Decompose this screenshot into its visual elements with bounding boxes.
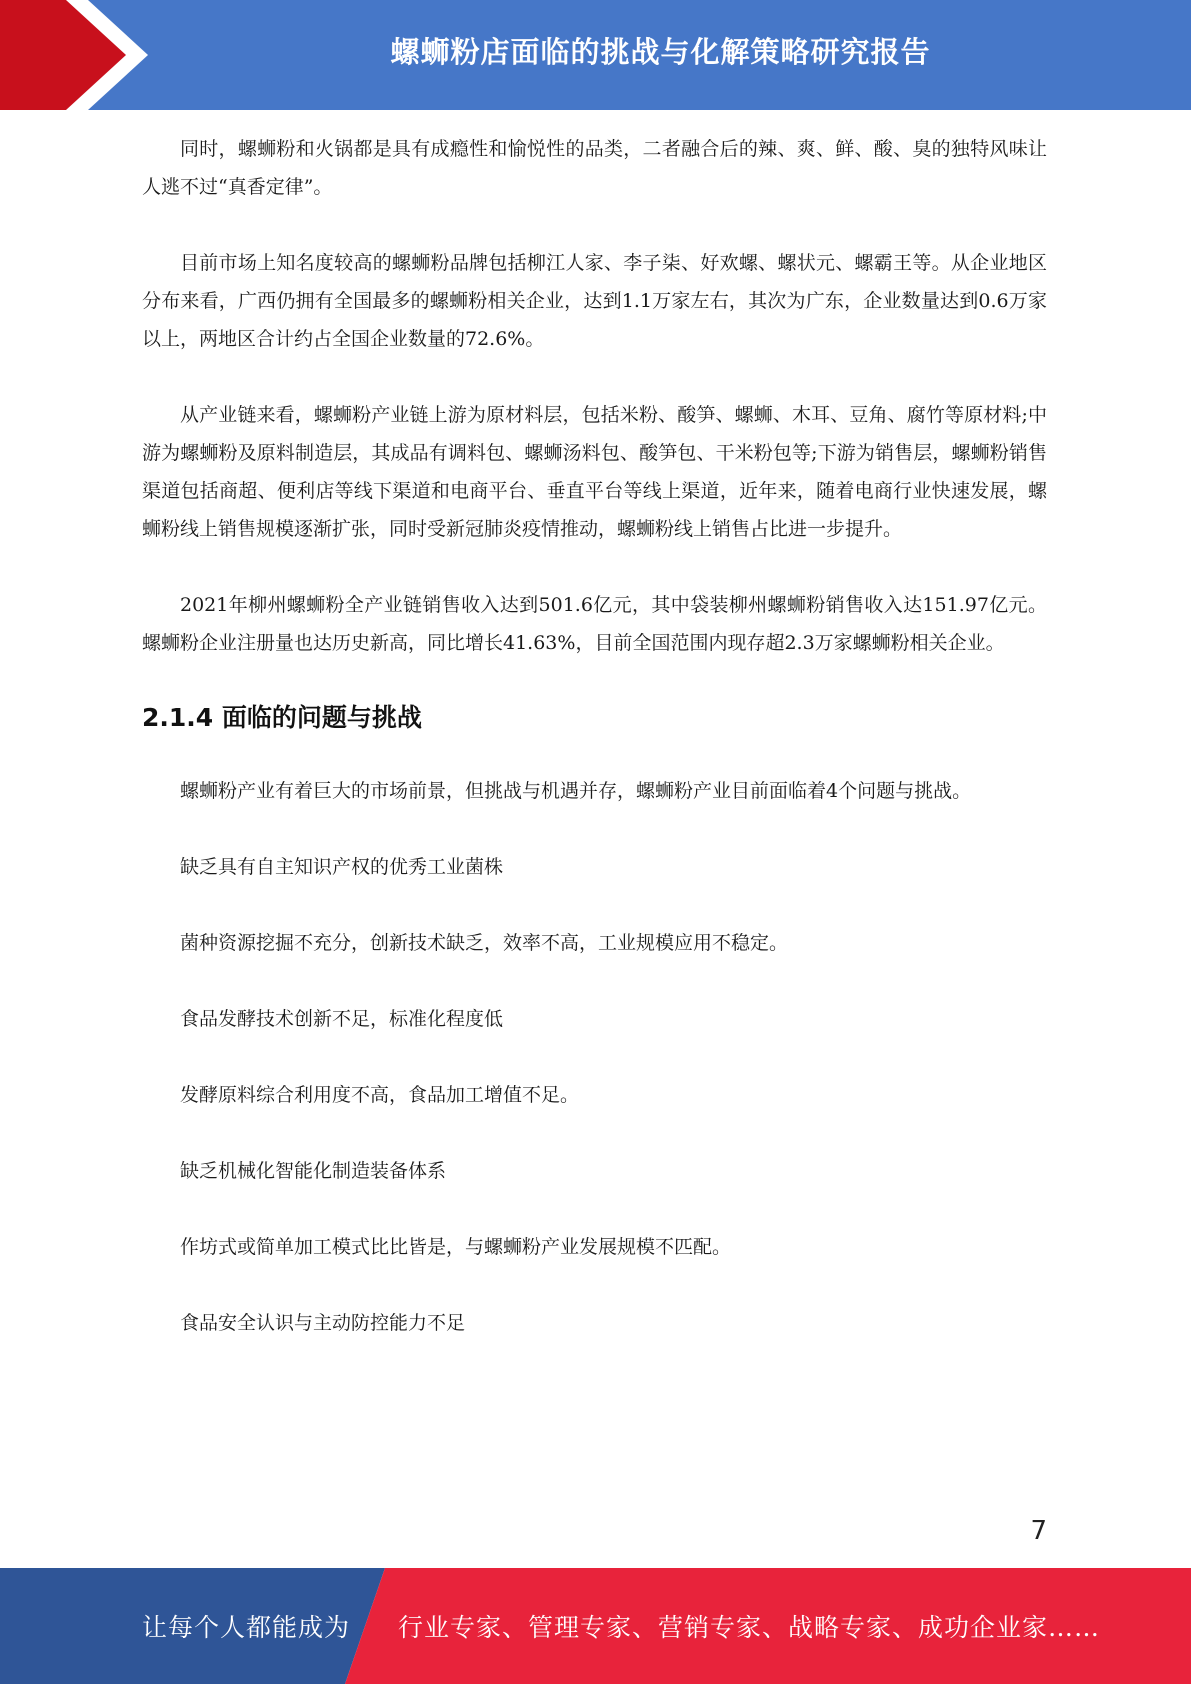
page-number: 7 xyxy=(1030,1516,1047,1546)
section-heading: 2.1.4 面临的问题与挑战 xyxy=(142,703,422,732)
challenge-item: 食品发酵技术创新不足，标准化程度低 xyxy=(180,1008,504,1030)
page-footer xyxy=(0,1568,1191,1684)
section-intro: 螺蛳粉产业有着巨大的市场前景，但挑战与机遇并存，螺蛳粉产业目前面临着4个问题与挑战。 xyxy=(180,780,972,802)
challenge-item: 作坊式或简单加工模式比比皆是，与螺蛳粉产业发展规模不匹配。 xyxy=(180,1236,732,1258)
challenge-item: 食品安全认识与主动防控能力不足 xyxy=(180,1312,466,1334)
paragraph: 同时，螺蛳粉和火锅都是具有成瘾性和愉悦性的品类，二者融合后的辣、爽、鲜、酸、臭的独特风味让人逃不过“真香定律”。 xyxy=(142,138,1047,198)
main-content xyxy=(142,130,1047,1380)
paragraph: 2021年柳州螺蛳粉全产业链销售收入达到501.6亿元，其中袋装柳州螺蛳粉销售收入达151.97亿元。螺蛳粉企业注册量也达历史新高，同比增长41.63%，目前全国范围内现存超2.3万家螺蛳粉相关企业。 xyxy=(142,594,1047,654)
challenge-item: 菌种资源挖掘不充分，创新技术缺乏，效率不高，工业规模应用不稳定。 xyxy=(180,932,789,954)
challenge-item: 缺乏具有自主知识产权的优秀工业菌株 xyxy=(180,856,504,878)
footer-slogan-right: 行业专家、管理专家、营销专家、战略专家、成功企业家…… xyxy=(398,1613,1101,1642)
footer-slogan-left: 让每个人都能成为 xyxy=(142,1613,351,1642)
paragraph: 目前市场上知名度较高的螺蛳粉品牌包括柳江人家、李子柒、好欢螺、螺状元、螺霸王等。从企业地区分布来看，广西仍拥有全国最多的螺蛳粉相关企业，达到1.1万家左右，其次为广东，企业数量达到0.6万家以上，两地区合计约占全国企业数量的72.6%。 xyxy=(142,252,1047,350)
challenge-item: 发酵原料综合利用度不高，食品加工增值不足。 xyxy=(180,1084,580,1106)
challenge-item: 缺乏机械化智能化制造装备体系 xyxy=(180,1160,447,1182)
report-title: 螺蛳粉店面临的挑战与化解策略研究报告 xyxy=(390,34,931,69)
paragraph: 从产业链来看，螺蛳粉产业链上游为原材料层，包括米粉、酸笋、螺蛳、木耳、豆角、腐竹等原材料;中游为螺蛳粉及原料制造层，其成品有调料包、螺蛳汤料包、酸笋包、干米粉包等;下游为销售层，螺蛳粉销售渠道包括商超、便利店等线下渠道和电商平台、垂直平台等线上渠道，近年来，随着电商行业快速发展，螺蛳粉线上销售规模逐渐扩张，同时受新冠肺炎疫情推动，螺蛳粉线上销售占比进一步提升。 xyxy=(142,404,1047,540)
page-header xyxy=(0,0,1191,110)
